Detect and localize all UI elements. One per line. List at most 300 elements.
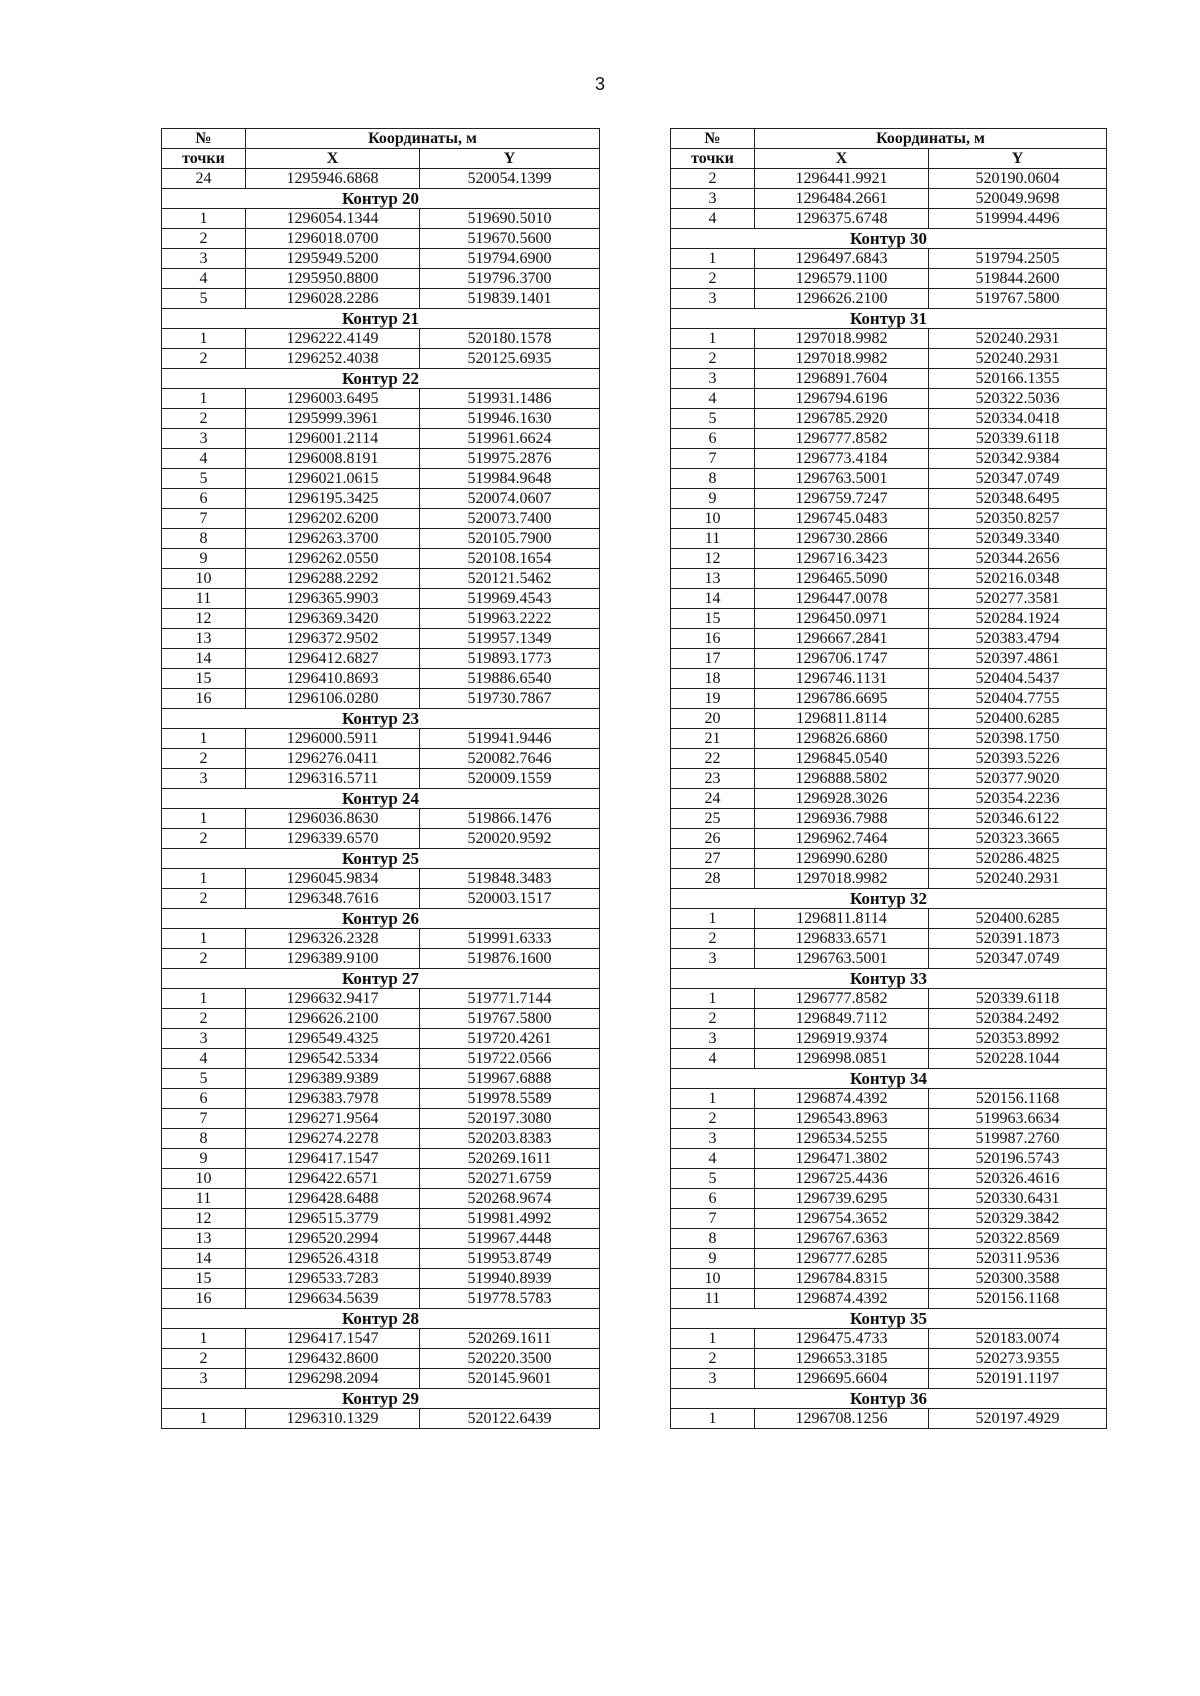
point-number-cell: 18 [671,669,755,689]
point-number-cell: 3 [162,1029,246,1049]
y-coordinate-cell: 520180.1578 [420,329,600,349]
y-coordinate-cell: 520268.9674 [420,1189,600,1209]
point-number-cell: 9 [162,1149,246,1169]
table-row [162,429,600,449]
point-number-cell: 5 [162,289,246,309]
table-row [671,1189,1107,1209]
table-row [671,249,1107,269]
y-coordinate-cell: 519794.6900 [420,249,600,269]
y-coordinate-cell: 519981.4992 [420,1209,600,1229]
table-row [162,1089,600,1109]
x-coordinate-cell: 1296417.1547 [246,1149,420,1169]
x-coordinate-cell: 1296811.8114 [755,909,929,929]
table-row [671,1369,1107,1389]
point-number-cell: 13 [671,569,755,589]
point-number-cell: 3 [671,289,755,309]
table-row [671,549,1107,569]
table-row [162,1149,600,1169]
x-coordinate-cell: 1296422.6571 [246,1169,420,1189]
x-coordinate-cell: 1296389.9100 [246,949,420,969]
point-number-cell: 3 [671,949,755,969]
y-coordinate-cell: 520348.6495 [929,489,1107,509]
y-coordinate-cell: 519670.5600 [420,229,600,249]
table-row [162,1329,600,1349]
point-number-cell: 10 [162,1169,246,1189]
contour-heading-row [671,1069,1107,1089]
y-coordinate-cell: 520284.1924 [929,609,1107,629]
y-coordinate-cell: 520346.6122 [929,809,1107,829]
point-number-cell: 14 [162,649,246,669]
y-coordinate-cell: 519720.4261 [420,1029,600,1049]
point-number-cell: 1 [162,329,246,349]
y-coordinate-cell: 519963.6634 [929,1109,1107,1129]
y-coordinate-cell: 520082.7646 [420,749,600,769]
x-coordinate-cell: 1296746.1131 [755,669,929,689]
table-row [162,1409,600,1429]
y-coordinate-cell: 519893.1773 [420,649,600,669]
point-number-cell: 2 [162,829,246,849]
x-coordinate-cell: 1296708.1256 [755,1409,929,1429]
table-row [671,609,1107,629]
point-number-cell: 10 [671,509,755,529]
y-coordinate-cell: 520009.1559 [420,769,600,789]
contour-title: Контур 23 [162,709,600,729]
x-coordinate-cell: 1296526.4318 [246,1249,420,1269]
y-coordinate-cell: 520073.7400 [420,509,600,529]
y-coordinate-cell: 520196.5743 [929,1149,1107,1169]
table-row [162,1189,600,1209]
y-coordinate-cell: 519931.1486 [420,389,600,409]
y-coordinate-cell: 520271.6759 [420,1169,600,1189]
x-coordinate-cell: 1296579.1100 [755,269,929,289]
y-coordinate-cell: 519796.3700 [420,269,600,289]
point-number-cell: 24 [671,789,755,809]
table-row [671,1269,1107,1289]
point-number-cell: 8 [162,529,246,549]
y-coordinate-cell: 520220.3500 [420,1349,600,1369]
y-coordinate-cell: 520228.1044 [929,1049,1107,1069]
x-coordinate-cell: 1296888.5802 [755,769,929,789]
y-coordinate-cell: 520350.8257 [929,509,1107,529]
point-number-cell: 14 [162,1249,246,1269]
x-coordinate-cell: 1296754.3652 [755,1209,929,1229]
y-coordinate-cell: 520003.1517 [420,889,600,909]
x-coordinate-cell: 1296998.0851 [755,1049,929,1069]
table-row [162,569,600,589]
x-coordinate-cell: 1296549.4325 [246,1029,420,1049]
point-number-cell: 7 [162,1109,246,1129]
x-coordinate-cell: 1296811.8114 [755,709,929,729]
point-number-cell: 3 [671,1029,755,1049]
y-coordinate-cell: 519886.6540 [420,669,600,689]
point-number-cell: 4 [671,1149,755,1169]
point-number-header-top: № [671,129,755,149]
table-row [162,829,600,849]
table-row [162,389,600,409]
x-coordinate-cell: 1296520.2994 [246,1229,420,1249]
point-number-cell: 1 [671,1329,755,1349]
point-number-cell: 1 [162,729,246,749]
point-number-cell: 4 [671,389,755,409]
contour-title: Контур 35 [671,1309,1107,1329]
y-coordinate-cell: 519722.0566 [420,1049,600,1069]
table-row [671,1209,1107,1229]
point-number-cell: 2 [162,1349,246,1369]
y-coordinate-cell: 520397.4861 [929,649,1107,669]
x-coordinate-cell: 1296786.6695 [755,689,929,709]
table-row [671,189,1107,209]
x-coordinate-cell: 1296262.0550 [246,549,420,569]
point-number-cell: 15 [162,1269,246,1289]
y-coordinate-cell: 519991.6333 [420,929,600,949]
x-coordinate-cell: 1296667.2841 [755,629,929,649]
y-coordinate-cell: 519969.4543 [420,589,600,609]
table-row [162,1249,600,1269]
table-header [162,129,600,169]
table-row [671,349,1107,369]
y-coordinate-cell: 519994.4496 [929,209,1107,229]
contour-heading-row [671,309,1107,329]
x-coordinate-cell: 1296773.4184 [755,449,929,469]
y-coordinate-cell: 519987.2760 [929,1129,1107,1149]
y-coordinate-cell: 519975.2876 [420,449,600,469]
y-coordinate-cell: 520344.2656 [929,549,1107,569]
table-row [162,769,600,789]
contour-heading-row [671,1389,1107,1409]
x-coordinate-cell: 1296794.6196 [755,389,929,409]
y-coordinate-cell: 520329.3842 [929,1209,1107,1229]
point-number-cell: 2 [671,929,755,949]
y-coordinate-cell: 520383.4794 [929,629,1107,649]
table-row [162,269,600,289]
coordinates-table-left [161,128,600,1429]
point-number-cell: 5 [671,409,755,429]
point-number-cell: 6 [162,1089,246,1109]
y-coordinate-cell: 520334.0418 [929,409,1107,429]
point-number-cell: 3 [671,189,755,209]
y-coordinate-cell: 520197.4929 [929,1409,1107,1429]
table-row [671,489,1107,509]
x-coordinate-cell: 1296777.8582 [755,429,929,449]
x-coordinate-cell: 1296990.6280 [755,849,929,869]
x-coordinate-cell: 1296534.5255 [755,1129,929,1149]
x-coordinate-cell: 1296826.6860 [755,729,929,749]
point-number-cell: 2 [671,269,755,289]
x-coordinate-cell: 1296348.7616 [246,889,420,909]
point-number-cell: 1 [671,1089,755,1109]
table-row [162,1049,600,1069]
y-coordinate-cell: 520391.1873 [929,929,1107,949]
x-coordinate-cell: 1296288.2292 [246,569,420,589]
y-coordinate-cell: 519690.5010 [420,209,600,229]
point-number-cell: 2 [162,949,246,969]
table-row [162,1269,600,1289]
contour-title: Контур 34 [671,1069,1107,1089]
y-coordinate-cell: 520393.5226 [929,749,1107,769]
page-number: 3 [594,74,605,94]
table-row [162,1009,600,1029]
y-coordinate-cell: 520377.9020 [929,769,1107,789]
x-coordinate-cell: 1296001.2114 [246,429,420,449]
point-number-cell: 2 [162,349,246,369]
x-coordinate-cell: 1296634.5639 [246,1289,420,1309]
point-number-cell: 7 [671,449,755,469]
y-coordinate-cell: 520311.9536 [929,1249,1107,1269]
table-row [162,1209,600,1229]
table-row [671,1029,1107,1049]
y-coordinate-cell: 520049.9698 [929,189,1107,209]
point-number-cell: 3 [671,369,755,389]
y-coordinate-cell: 520156.1168 [929,1289,1107,1309]
x-coordinate-cell: 1296763.5001 [755,469,929,489]
table-row [671,1089,1107,1109]
coordinates-header: Координаты, м [755,129,1107,149]
point-number-cell: 5 [162,469,246,489]
y-coordinate-cell: 519961.6624 [420,429,600,449]
point-number-cell: 15 [671,609,755,629]
table-row [162,1129,600,1149]
y-coordinate-cell: 520404.7755 [929,689,1107,709]
x-coordinate-cell: 1296000.5911 [246,729,420,749]
y-coordinate-cell: 520216.0348 [929,569,1107,589]
y-coordinate-cell: 520339.6118 [929,429,1107,449]
point-number-cell: 16 [671,629,755,649]
table-row [671,689,1107,709]
x-coordinate-cell: 1296542.5334 [246,1049,420,1069]
y-coordinate-cell: 520269.1611 [420,1149,600,1169]
y-coordinate-cell: 520190.0604 [929,169,1107,189]
table-row [671,1409,1107,1429]
x-coordinate-cell: 1296410.8693 [246,669,420,689]
x-coordinate-cell: 1296054.1344 [246,209,420,229]
table-row [162,609,600,629]
table-row [162,229,600,249]
y-coordinate-cell: 520347.0749 [929,469,1107,489]
y-coordinate-cell: 519946.1630 [420,409,600,429]
x-coordinate-cell: 1296465.5090 [755,569,929,589]
table-row [671,449,1107,469]
contour-title: Контур 28 [162,1309,600,1329]
y-header: Y [420,149,600,169]
table-row [162,329,600,349]
x-coordinate-cell: 1296763.5001 [755,949,929,969]
x-coordinate-cell: 1296833.6571 [755,929,929,949]
x-coordinate-cell: 1296369.3420 [246,609,420,629]
table-row [671,649,1107,669]
coordinates-header: Координаты, м [246,129,600,149]
x-coordinate-cell: 1296874.4392 [755,1289,929,1309]
y-coordinate-cell: 520240.2931 [929,349,1107,369]
point-number-cell: 16 [162,689,246,709]
x-coordinate-cell: 1296365.9903 [246,589,420,609]
table-row [671,389,1107,409]
x-coordinate-cell: 1296626.2100 [755,289,929,309]
y-coordinate-cell: 520122.6439 [420,1409,600,1429]
point-number-cell: 3 [162,429,246,449]
coordinates-table-right [670,128,1107,1429]
table-row [671,369,1107,389]
x-coordinate-cell: 1296928.3026 [755,789,929,809]
y-coordinate-cell: 519771.7144 [420,989,600,1009]
point-number-cell: 1 [162,869,246,889]
point-number-cell: 1 [162,929,246,949]
table-row [671,1229,1107,1249]
point-number-cell: 9 [671,1249,755,1269]
table-row [671,1009,1107,1029]
y-coordinate-cell: 520203.8383 [420,1129,600,1149]
contour-heading-row [162,309,600,329]
table-row [162,809,600,829]
y-coordinate-cell: 520125.6935 [420,349,600,369]
x-coordinate-cell: 1296036.8630 [246,809,420,829]
y-coordinate-cell: 520074.0607 [420,489,600,509]
x-coordinate-cell: 1296632.9417 [246,989,420,1009]
x-coordinate-cell: 1296533.7283 [246,1269,420,1289]
contour-heading-row [162,1389,600,1409]
table-row [671,429,1107,449]
x-coordinate-cell: 1296471.3802 [755,1149,929,1169]
point-number-cell: 2 [671,1009,755,1029]
point-number-cell: 5 [162,1069,246,1089]
y-coordinate-cell: 520166.1355 [929,369,1107,389]
table-row [162,489,600,509]
point-number-cell: 4 [162,449,246,469]
x-coordinate-cell: 1296706.1747 [755,649,929,669]
x-coordinate-cell: 1296441.9921 [755,169,929,189]
contour-heading-row [162,709,600,729]
y-coordinate-cell: 519941.9446 [420,729,600,749]
point-number-cell: 1 [671,909,755,929]
point-number-cell: 8 [162,1129,246,1149]
y-coordinate-cell: 520404.5437 [929,669,1107,689]
table-row [671,1249,1107,1269]
y-coordinate-cell: 519963.2222 [420,609,600,629]
x-coordinate-cell: 1296045.9834 [246,869,420,889]
y-coordinate-cell: 520191.1197 [929,1369,1107,1389]
point-number-cell: 3 [671,1129,755,1149]
x-coordinate-cell: 1296274.2278 [246,1129,420,1149]
table-row [162,249,600,269]
y-coordinate-cell: 520145.9601 [420,1369,600,1389]
y-coordinate-cell: 519778.5783 [420,1289,600,1309]
y-coordinate-cell: 520322.5036 [929,389,1107,409]
y-coordinate-cell: 520347.0749 [929,949,1107,969]
point-number-cell: 24 [162,169,246,189]
y-coordinate-cell: 520300.3588 [929,1269,1107,1289]
table-row [162,949,600,969]
y-coordinate-cell: 520054.1399 [420,169,600,189]
table-row [671,1149,1107,1169]
contour-title: Контур 32 [671,889,1107,909]
x-coordinate-cell: 1296028.2286 [246,289,420,309]
contour-heading-row [162,189,600,209]
y-header: Y [929,149,1107,169]
table-row [162,1369,600,1389]
table-row [162,509,600,529]
x-coordinate-cell: 1296417.1547 [246,1329,420,1349]
table-row [671,989,1107,1009]
y-coordinate-cell: 519978.5589 [420,1089,600,1109]
table-row [671,789,1107,809]
contour-title: Контур 36 [671,1389,1107,1409]
table-row [671,1109,1107,1129]
x-coordinate-cell: 1296339.6570 [246,829,420,849]
point-number-cell: 7 [671,1209,755,1229]
point-number-cell: 1 [162,1329,246,1349]
y-coordinate-cell: 520277.3581 [929,589,1107,609]
x-coordinate-cell: 1296375.6748 [755,209,929,229]
x-coordinate-cell: 1296003.6495 [246,389,420,409]
point-number-cell: 13 [162,629,246,649]
point-number-cell: 1 [671,249,755,269]
table-row [671,709,1107,729]
point-number-cell: 1 [671,329,755,349]
point-number-cell: 1 [671,989,755,1009]
table-row [671,749,1107,769]
x-coordinate-cell: 1295949.5200 [246,249,420,269]
table-header [671,129,1107,169]
x-coordinate-cell: 1296730.2866 [755,529,929,549]
point-number-cell: 1 [162,389,246,409]
x-coordinate-cell: 1296475.4733 [755,1329,929,1349]
y-coordinate-cell: 520286.4825 [929,849,1107,869]
table-row [671,669,1107,689]
point-number-cell: 1 [162,809,246,829]
contour-heading-row [162,849,600,869]
y-coordinate-cell: 520322.8569 [929,1229,1107,1249]
point-number-cell: 2 [162,409,246,429]
point-number-cell: 3 [671,1369,755,1389]
y-coordinate-cell: 519957.1349 [420,629,600,649]
x-coordinate-cell: 1296515.3779 [246,1209,420,1229]
point-number-cell: 12 [671,549,755,569]
x-coordinate-cell: 1297018.9982 [755,329,929,349]
contour-title: Контур 30 [671,229,1107,249]
table-row [671,169,1107,189]
point-number-cell: 1 [162,989,246,1009]
point-number-cell: 4 [162,1049,246,1069]
x-coordinate-cell: 1296316.5711 [246,769,420,789]
point-number-cell: 12 [162,609,246,629]
y-coordinate-cell: 519953.8749 [420,1249,600,1269]
table-row [162,469,600,489]
x-coordinate-cell: 1296484.2661 [755,189,929,209]
point-number-cell: 6 [162,489,246,509]
point-number-cell: 1 [162,209,246,229]
contour-title: Контур 31 [671,309,1107,329]
table-row [671,1049,1107,1069]
y-coordinate-cell: 519940.8939 [420,1269,600,1289]
table-row [671,529,1107,549]
x-coordinate-cell: 1296326.2328 [246,929,420,949]
x-coordinate-cell: 1296276.0411 [246,749,420,769]
point-number-cell: 21 [671,729,755,749]
x-coordinate-cell: 1295950.8800 [246,269,420,289]
y-coordinate-cell: 519866.1476 [420,809,600,829]
contour-title: Контур 25 [162,849,600,869]
point-number-cell: 11 [162,1189,246,1209]
y-coordinate-cell: 519848.3483 [420,869,600,889]
point-number-cell: 26 [671,829,755,849]
contour-heading-row [162,909,600,929]
x-coordinate-cell: 1296745.0483 [755,509,929,529]
x-coordinate-cell: 1296428.6488 [246,1189,420,1209]
x-header: X [246,149,420,169]
y-coordinate-cell: 519839.1401 [420,289,600,309]
x-coordinate-cell: 1296372.9502 [246,629,420,649]
x-coordinate-cell: 1296759.7247 [755,489,929,509]
point-number-cell: 11 [671,529,755,549]
